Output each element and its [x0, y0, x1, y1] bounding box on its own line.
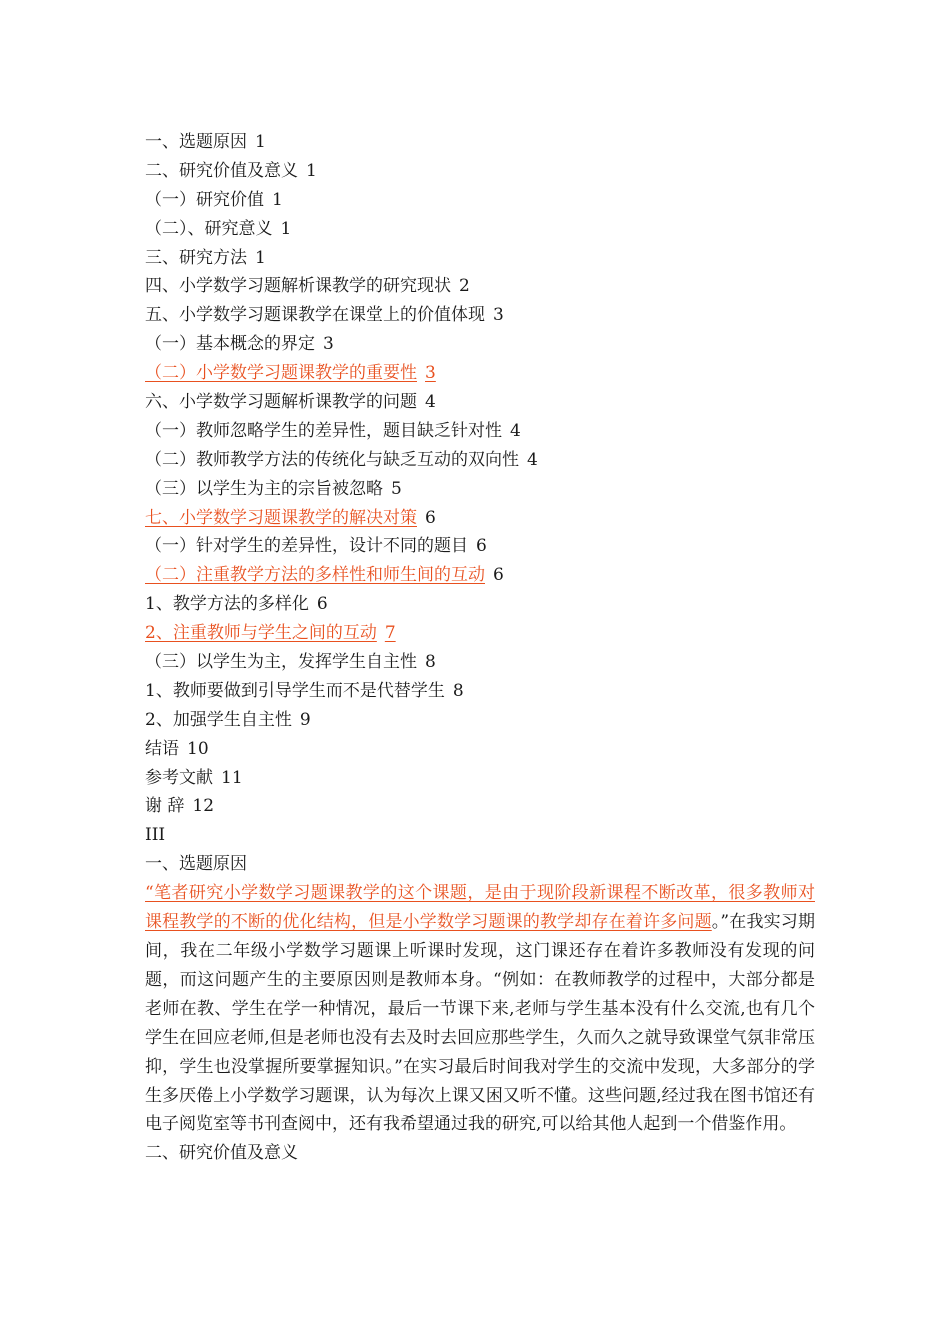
toc-entry-page-number: 8 — [425, 652, 436, 673]
toc-entry[interactable] — [145, 532, 825, 561]
toc-entry[interactable] — [145, 388, 825, 417]
toc-entry-page-number: 3 — [425, 363, 436, 384]
toc-entry[interactable] — [145, 706, 825, 735]
toc-entry[interactable] — [145, 561, 825, 590]
toc-entry-page-number: 3 — [323, 334, 334, 355]
toc-entry-page-number: 1 — [255, 132, 266, 152]
toc-entry-title: 五、小学数学习题课教学在课堂上的价值体现 — [145, 305, 485, 326]
toc-entry-page-number: 6 — [476, 536, 487, 557]
toc-entry[interactable] — [145, 272, 825, 301]
section-heading: 二、研究价值及意义 — [145, 1143, 298, 1164]
toc-entry-page-number: 1 — [272, 189, 283, 210]
toc-entry-page-number: 3 — [493, 305, 504, 326]
toc-entry-page-number: 7 — [384, 623, 396, 644]
toc-entry-page-number: 6 — [425, 507, 436, 528]
toc-entry-page-number: 12 — [192, 796, 215, 817]
toc-entry[interactable] — [145, 330, 825, 359]
toc-entry[interactable] — [145, 590, 825, 619]
toc-entry-title: 七、小学数学习题课教学的解决对策 — [145, 507, 417, 528]
toc-entry-title: 结语 — [145, 738, 179, 759]
toc-entry-title: （一）教师忽略学生的差异性，题目缺乏针对性 — [145, 420, 502, 441]
toc-entry-title: 二、研究价值及意义 — [145, 160, 298, 181]
toc-entry-title: 谢 辞 — [145, 796, 185, 817]
toc-entry-title: （一）研究价值 — [145, 189, 264, 210]
toc-entry-page-number: 1 — [280, 218, 292, 239]
toc-entry-title: 1、教师要做到引导学生而不是代替学生 — [145, 680, 445, 701]
toc-entry-title: （一）针对学生的差异性，设计不同的题目 — [145, 536, 468, 557]
toc-entry[interactable] — [145, 244, 825, 273]
toc-entry-page-number: 10 — [187, 738, 209, 759]
toc-entry-page-number: 4 — [510, 420, 521, 441]
toc-entry[interactable] — [145, 648, 825, 677]
toc-entry-title: 一、选题原因 — [145, 132, 247, 152]
paragraph-text: 。”在我实习期间，我在二年级小学数学习题课上听课时发现，这门课还存在着许多教师没有发现的问题，而这问题产生的主要原因则是教师本身。“例如：在教师教学的过程中，大部分都是老师在教、学生在学一种情况，最后一节课下来,老师与学生基本没有什么交流,也有几个学生在回应老师,但是老师也没有去及时去回应那些学生，久而久之就导致课堂气氛非常压抑，学生也没掌握所要掌握知识。”在实习最后时间我对学生的交流中发现，大多部分的学生多厌倦上小学数学习题课，认为每次上课又困又听不懂。这些问题,经过我在图书馆还有电子阅览室等书刊查阅中，还有我希望通过我的研究,可以给其他人起到一个借鉴作用。 — [145, 912, 815, 1135]
toc-entry-title: 2、加强学生自主性 — [145, 709, 292, 730]
toc-entry[interactable] — [145, 128, 825, 157]
toc-entry-page-number: 6 — [316, 594, 328, 615]
toc-entry[interactable] — [145, 157, 825, 186]
toc-entry-page-number: 4 — [527, 449, 538, 470]
toc-entry[interactable] — [145, 186, 825, 215]
toc-entry-title: （二）注重教学方法的多样性和师生间的互动 — [145, 565, 485, 586]
toc-entry-page-number: 4 — [425, 392, 436, 413]
toc-entry-title: （一）基本概念的界定 — [145, 334, 315, 355]
toc-entry[interactable] — [145, 792, 825, 821]
toc-entry[interactable] — [145, 446, 825, 475]
toc-entry-page-number: 5 — [391, 478, 402, 499]
toc-entry[interactable] — [145, 619, 825, 648]
toc-entry[interactable] — [145, 677, 825, 706]
toc-entry-page-number: 1 — [306, 160, 317, 181]
toc-entry[interactable] — [145, 475, 825, 504]
toc-entry-title: 六、小学数学习题解析课教学的问题 — [145, 392, 417, 413]
document-page — [145, 128, 825, 1168]
toc-entry-page-number: 1 — [255, 247, 266, 268]
section-paragraph — [145, 879, 815, 1139]
toc-entry-page-number: 8 — [452, 680, 464, 701]
roman-page-number: III — [145, 825, 166, 846]
toc-entry[interactable] — [145, 301, 825, 330]
toc-entry-title: （三）以学生为主的宗旨被忽略 — [145, 478, 383, 499]
toc-entry[interactable] — [145, 359, 825, 388]
toc-entry-title: 四、小学数学习题解析课教学的研究现状 — [145, 276, 451, 297]
toc-entry[interactable] — [145, 764, 825, 793]
toc-entry-title: 三、研究方法 — [145, 247, 247, 268]
table-of-contents — [145, 128, 825, 821]
toc-entry-title: 1、教学方法的多样化 — [145, 594, 309, 615]
toc-entry-page-number: 11 — [221, 767, 243, 788]
toc-entry-title: （二）教师教学方法的传统化与缺乏互动的双向性 — [145, 449, 519, 470]
toc-entry-page-number: 9 — [299, 709, 311, 730]
toc-entry-title: （二）、研究意义 — [145, 218, 273, 239]
toc-entry[interactable] — [145, 735, 825, 764]
toc-entry-title: 参考文献 — [145, 767, 213, 788]
toc-entry-page-number: 2 — [459, 276, 470, 297]
toc-entry-title: （二）小学数学习题课教学的重要性 — [145, 363, 417, 384]
toc-entry-title: 2、注重教师与学生之间的互动 — [145, 623, 377, 644]
toc-entry[interactable] — [145, 417, 825, 446]
toc-entry[interactable] — [145, 215, 825, 244]
toc-entry-page-number: 6 — [493, 565, 504, 586]
toc-entry[interactable] — [145, 504, 825, 533]
highlighted-text: “笔者研究小学数学习题课教学的这个课题，是由于现阶段新课程不断改革，很多教师对课程教学的不断的优化结构，但是小学数学习题课的教学却存在着许多问题 — [145, 883, 815, 933]
section-heading: 一、选题原因 — [145, 854, 247, 875]
toc-entry-title: （三）以学生为主，发挥学生自主性 — [145, 652, 417, 673]
